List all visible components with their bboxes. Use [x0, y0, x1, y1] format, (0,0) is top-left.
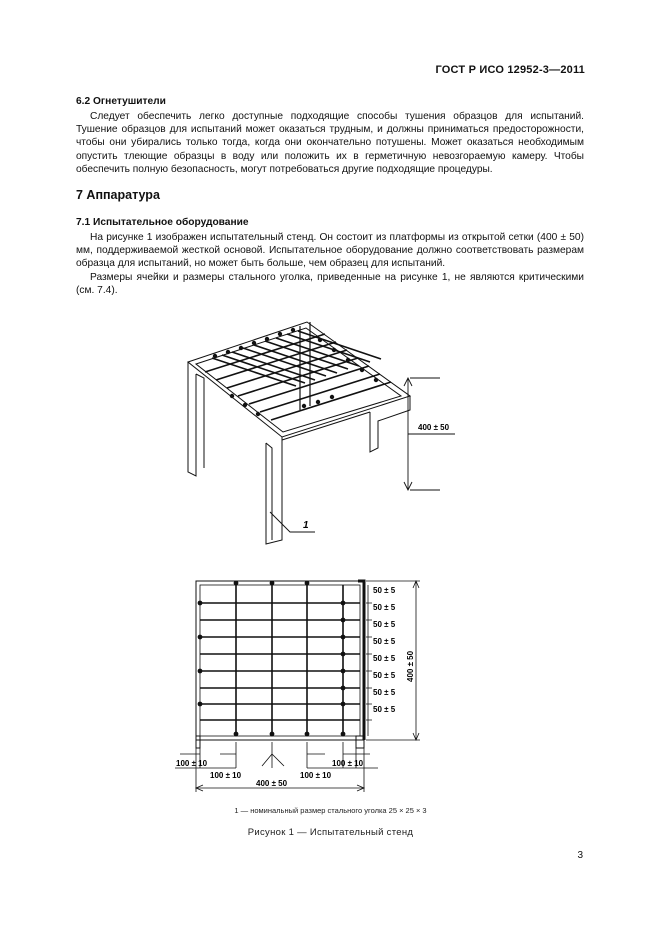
- bottom-dim-right-outer: 100 ± 10: [332, 759, 364, 768]
- section-7-1-heading: 7.1 Испытательное оборудование: [76, 217, 249, 228]
- row-dim-8: 50 ± 5: [373, 705, 396, 714]
- bottom-dimension-labels: [176, 759, 364, 788]
- bottom-dim-right-inner: 100 ± 10: [300, 771, 332, 780]
- isometric-bolts: [213, 328, 378, 416]
- row-dim-3: 50 ± 5: [373, 620, 396, 629]
- bottom-dim-left-inner: 100 ± 10: [210, 771, 242, 780]
- row-dim-6: 50 ± 5: [373, 671, 396, 680]
- row-dim-2: 50 ± 5: [373, 603, 396, 612]
- height-dimension-label: 400 ± 50: [418, 423, 450, 432]
- section-7-heading: 7 Аппаратура: [76, 188, 160, 202]
- section-7-1-paragraph-2: Размеры ячейки и размеры стального уголка, приведенные на рисунке 1, не являются критическими (см. 7.4).: [76, 271, 584, 296]
- figure-caption: Рисунок 1 — Испытательный стенд: [247, 827, 414, 838]
- row-dim-7: 50 ± 5: [373, 688, 396, 697]
- document-code: ГОСТ Р ИСО 12952-3—2011: [435, 64, 585, 76]
- bottom-dim-total: 400 ± 50: [256, 779, 288, 788]
- section-7-1-paragraph-1: На рисунке 1 изображен испытательный стенд. Он состоит из платформы из открытой сетки (400 ± 50) мм, поддерживаемой жесткой основой. Испытательное оборудование должно соответствовать размерам образца для испытаний, но может быть больше, чем образец для испытаний.: [76, 232, 584, 270]
- side-dimension-label: 400 ± 50: [406, 650, 415, 682]
- section-6-2-heading: 6.2 Огнетушители: [76, 96, 166, 107]
- bottom-dim-left-outer: 100 ± 10: [176, 759, 208, 768]
- row-dim-1: 50 ± 5: [373, 586, 396, 595]
- row-dimension-labels: [373, 586, 396, 714]
- row-dim-5: 50 ± 5: [373, 654, 396, 663]
- section-6-2-paragraph: Следует обеспечить легко доступные подходящие способы тушения образцов для испытаний. Тушение образцов для испытаний может оказаться трудным, и должны приниматься предосторожности, чтобы они убирались только тогда, когда они окончательно потушены. Может оказаться необходимым опустить тлеющие образцы в воду или положить их в герметичную невозгораемую камеру. Чтобы обеспечить полную безопасность, могут потребоваться другие подходящие процедуры.: [76, 111, 584, 175]
- stand-isometric-view: [188, 322, 410, 544]
- height-dimension-line: [404, 378, 455, 490]
- page-number: 3: [577, 850, 583, 861]
- row-dim-4: 50 ± 5: [373, 637, 396, 646]
- figure-key: 1 — номинальный размер стального уголка 25 × 25 × 3: [234, 806, 427, 815]
- stand-plan-view: [196, 581, 364, 748]
- callout-label: 1: [303, 520, 309, 531]
